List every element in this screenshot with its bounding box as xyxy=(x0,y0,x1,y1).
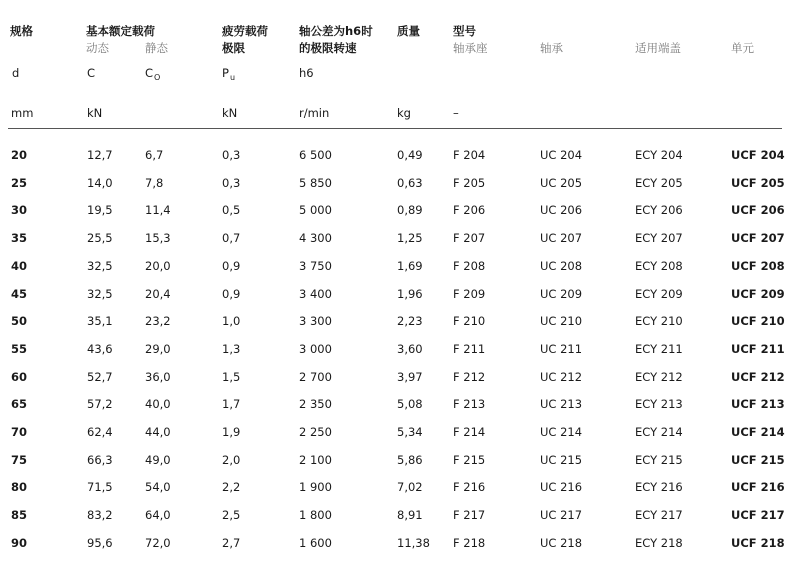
cell-housing: F 204 xyxy=(453,148,486,162)
cover-subheader: 适用端盖 xyxy=(635,41,681,55)
cell-housing: F 215 xyxy=(453,452,486,467)
cell-mass: 0,63 xyxy=(397,175,423,190)
cell-mass: 5,86 xyxy=(397,452,423,467)
cell-c0: 54,0 xyxy=(145,480,171,495)
cell-speed: 6 500 xyxy=(299,148,332,162)
cell-mass: 5,08 xyxy=(397,397,423,412)
load-header: 基本额定载荷 xyxy=(86,24,155,38)
cell-housing: F 207 xyxy=(453,231,486,246)
cell-bearing: UC 208 xyxy=(540,258,583,273)
cell-c0: 6,7 xyxy=(145,148,164,162)
cell-bearing: UC 218 xyxy=(540,535,583,550)
cell-c: 57,2 xyxy=(87,397,113,412)
symbol-h6: h6 xyxy=(299,66,314,80)
table-row xyxy=(0,370,790,390)
cell-unit: UCF 211 xyxy=(731,341,785,356)
cell-mass: 0,49 xyxy=(397,148,423,162)
fatigue-header-line2: 极限 xyxy=(222,41,245,55)
cell-d: 80 xyxy=(11,480,28,495)
cell-bearing: UC 213 xyxy=(540,397,583,412)
unit-kN-fatigue: kN xyxy=(222,106,238,120)
cell-mass: 3,60 xyxy=(397,341,423,356)
cell-d: 90 xyxy=(11,535,28,550)
cell-unit: UCF 218 xyxy=(731,535,785,550)
symbol-Pu: $P_u$ xyxy=(222,66,236,82)
cell-unit: UCF 204 xyxy=(731,148,785,162)
cell-pu: 0,9 xyxy=(222,258,241,273)
housing-subheader: 轴承座 xyxy=(453,41,488,55)
cell-d: 40 xyxy=(11,258,28,273)
cell-c: 95,6 xyxy=(87,535,113,550)
cell-speed: 5 850 xyxy=(299,175,332,190)
cell-speed: 2 250 xyxy=(299,425,332,439)
cell-pu: 0,3 xyxy=(222,148,241,162)
cell-speed: 3 000 xyxy=(299,341,332,356)
table-row xyxy=(0,480,790,500)
cell-pu: 1,5 xyxy=(222,369,241,384)
cell-c: 62,4 xyxy=(87,425,113,439)
cell-mass: 3,97 xyxy=(397,369,423,384)
cell-c0: 40,0 xyxy=(145,397,171,412)
cell-unit: UCF 207 xyxy=(731,231,785,246)
unit-dash: – xyxy=(453,106,459,120)
cell-c: 19,5 xyxy=(87,203,113,218)
table-row xyxy=(0,176,790,196)
cell-pu: 0,9 xyxy=(222,286,241,301)
cell-mass: 8,91 xyxy=(397,508,423,523)
cell-cover: ECY 215 xyxy=(635,452,683,467)
cell-bearing: UC 207 xyxy=(540,231,583,246)
cell-cover: ECY 205 xyxy=(635,175,683,190)
cell-c0: 15,3 xyxy=(145,231,171,246)
cell-d: 60 xyxy=(11,369,28,384)
cell-bearing: UC 210 xyxy=(540,314,583,329)
cell-pu: 2,2 xyxy=(222,480,241,495)
cell-cover: ECY 204 xyxy=(635,148,683,162)
cell-bearing: UC 215 xyxy=(540,452,583,467)
table-row xyxy=(0,314,790,334)
cell-speed: 1 600 xyxy=(299,535,332,550)
cell-c0: 23,2 xyxy=(145,314,171,329)
cell-bearing: UC 217 xyxy=(540,508,583,523)
cell-housing: F 208 xyxy=(453,258,486,273)
cell-unit: UCF 208 xyxy=(731,258,785,273)
cell-c: 71,5 xyxy=(87,480,113,495)
cell-mass: 5,34 xyxy=(397,425,423,439)
unit-rmin: r/min xyxy=(299,106,330,120)
bearing-subheader: 轴承 xyxy=(540,41,563,55)
cell-c: 83,2 xyxy=(87,508,113,523)
cell-d: 50 xyxy=(11,314,28,329)
cell-bearing: UC 212 xyxy=(540,369,583,384)
unit-subheader: 单元 xyxy=(731,41,754,55)
dynamic-subheader: 动态 xyxy=(86,41,109,55)
speed-header-line1: 轴公差为h6时 xyxy=(299,24,373,38)
cell-bearing: UC 204 xyxy=(540,148,583,162)
cell-speed: 2 350 xyxy=(299,397,332,412)
unit-kg: kg xyxy=(397,106,411,120)
cell-bearing: UC 214 xyxy=(540,425,583,439)
symbol-C: C xyxy=(87,66,96,80)
header-divider xyxy=(8,128,782,129)
cell-d: 65 xyxy=(11,397,28,412)
cell-c0: 7,8 xyxy=(145,175,164,190)
cell-unit: UCF 217 xyxy=(731,508,785,523)
fatigue-header-line1: 疲劳载荷 xyxy=(222,24,268,38)
cell-cover: ECY 216 xyxy=(635,480,683,495)
cell-bearing: UC 211 xyxy=(540,341,583,356)
cell-cover: ECY 209 xyxy=(635,286,683,301)
cell-c0: 36,0 xyxy=(145,369,171,384)
cell-pu: 1,7 xyxy=(222,397,241,412)
cell-c0: 29,0 xyxy=(145,341,171,356)
cell-mass: 1,69 xyxy=(397,258,423,273)
cell-c0: 49,0 xyxy=(145,452,171,467)
table-row xyxy=(0,536,790,556)
table-row xyxy=(0,342,790,362)
cell-speed: 1 800 xyxy=(299,508,332,523)
cell-housing: F 214 xyxy=(453,425,486,439)
table-row xyxy=(0,148,790,168)
cell-housing: F 206 xyxy=(453,203,486,218)
cell-c0: 44,0 xyxy=(145,425,171,439)
cell-mass: 1,96 xyxy=(397,286,423,301)
cell-c: 12,7 xyxy=(87,148,113,162)
cell-c: 14,0 xyxy=(87,175,113,190)
cell-d: 75 xyxy=(11,452,28,467)
cell-c: 32,5 xyxy=(87,258,113,273)
cell-bearing: UC 206 xyxy=(540,203,583,218)
model-header: 型号 xyxy=(453,24,476,38)
cell-pu: 1,3 xyxy=(222,341,241,356)
cell-speed: 4 300 xyxy=(299,231,332,246)
cell-cover: ECY 217 xyxy=(635,508,683,523)
cell-mass: 7,02 xyxy=(397,480,423,495)
cell-c: 35,1 xyxy=(87,314,113,329)
mass-header: 质量 xyxy=(397,24,420,38)
cell-cover: ECY 208 xyxy=(635,258,683,273)
cell-speed: 3 300 xyxy=(299,314,332,329)
cell-c: 52,7 xyxy=(87,369,113,384)
cell-unit: UCF 215 xyxy=(731,452,785,467)
cell-cover: ECY 213 xyxy=(635,397,683,412)
cell-housing: F 205 xyxy=(453,175,486,190)
cell-cover: ECY 207 xyxy=(635,231,683,246)
table-row xyxy=(0,259,790,279)
cell-d: 70 xyxy=(11,425,28,439)
cell-d: 45 xyxy=(11,286,28,301)
cell-unit: UCF 212 xyxy=(731,369,785,384)
cell-c: 32,5 xyxy=(87,286,113,301)
cell-d: 25 xyxy=(11,175,28,190)
cell-cover: ECY 206 xyxy=(635,203,683,218)
cell-c0: 64,0 xyxy=(145,508,171,523)
cell-unit: UCF 213 xyxy=(731,397,785,412)
cell-housing: F 216 xyxy=(453,480,486,495)
cell-speed: 2 100 xyxy=(299,452,332,467)
table-row xyxy=(0,397,790,417)
cell-unit: UCF 214 xyxy=(731,425,785,439)
cell-speed: 5 000 xyxy=(299,203,332,218)
cell-unit: UCF 216 xyxy=(731,480,785,495)
unit-mm: mm xyxy=(11,106,34,120)
cell-d: 35 xyxy=(11,231,28,246)
table-row xyxy=(0,287,790,307)
cell-pu: 1,0 xyxy=(222,314,241,329)
cell-housing: F 211 xyxy=(453,341,486,356)
table-row xyxy=(0,508,790,528)
cell-c0: 20,0 xyxy=(145,258,171,273)
cell-speed: 3 400 xyxy=(299,286,332,301)
cell-mass: 1,25 xyxy=(397,231,423,246)
cell-d: 20 xyxy=(11,148,28,162)
table-row xyxy=(0,203,790,223)
cell-bearing: UC 209 xyxy=(540,286,583,301)
symbol-C0: $C_O$ xyxy=(145,66,161,82)
cell-housing: F 213 xyxy=(453,397,486,412)
cell-c0: 20,4 xyxy=(145,286,171,301)
cell-pu: 0,5 xyxy=(222,203,241,218)
cell-pu: 2,0 xyxy=(222,452,241,467)
cell-pu: 0,3 xyxy=(222,175,241,190)
cell-unit: UCF 209 xyxy=(731,286,785,301)
spec-header: 规格 xyxy=(10,24,33,38)
speed-header-line2: 的极限转速 xyxy=(299,41,357,55)
cell-pu: 0,7 xyxy=(222,231,241,246)
cell-d: 30 xyxy=(11,203,28,218)
symbol-d: d xyxy=(12,66,20,80)
cell-pu: 2,7 xyxy=(222,535,241,550)
cell-c0: 72,0 xyxy=(145,535,171,550)
cell-c: 43,6 xyxy=(87,341,113,356)
cell-pu: 2,5 xyxy=(222,508,241,523)
table-row xyxy=(0,453,790,473)
cell-housing: F 209 xyxy=(453,286,486,301)
cell-mass: 2,23 xyxy=(397,314,423,329)
table-row xyxy=(0,425,790,445)
cell-housing: F 218 xyxy=(453,535,486,550)
cell-housing: F 217 xyxy=(453,508,486,523)
cell-speed: 1 900 xyxy=(299,480,332,495)
cell-unit: UCF 206 xyxy=(731,203,785,218)
cell-mass: 11,38 xyxy=(397,535,430,550)
cell-c: 25,5 xyxy=(87,231,113,246)
table-row xyxy=(0,231,790,251)
cell-housing: F 212 xyxy=(453,369,486,384)
cell-mass: 0,89 xyxy=(397,203,423,218)
cell-d: 55 xyxy=(11,341,28,356)
cell-cover: ECY 212 xyxy=(635,369,683,384)
cell-cover: ECY 218 xyxy=(635,535,683,550)
cell-d: 85 xyxy=(11,508,28,523)
cell-c0: 11,4 xyxy=(145,203,171,218)
cell-cover: ECY 210 xyxy=(635,314,683,329)
cell-housing: F 210 xyxy=(453,314,486,329)
cell-speed: 2 700 xyxy=(299,369,332,384)
cell-c: 66,3 xyxy=(87,452,113,467)
cell-speed: 3 750 xyxy=(299,258,332,273)
static-subheader: 静态 xyxy=(145,41,168,55)
cell-bearing: UC 216 xyxy=(540,480,583,495)
cell-unit: UCF 210 xyxy=(731,314,785,329)
unit-kN-load: kN xyxy=(87,106,103,120)
cell-cover: ECY 211 xyxy=(635,341,683,356)
cell-unit: UCF 205 xyxy=(731,175,785,190)
cell-cover: ECY 214 xyxy=(635,425,683,439)
cell-pu: 1,9 xyxy=(222,425,241,439)
cell-bearing: UC 205 xyxy=(540,175,583,190)
